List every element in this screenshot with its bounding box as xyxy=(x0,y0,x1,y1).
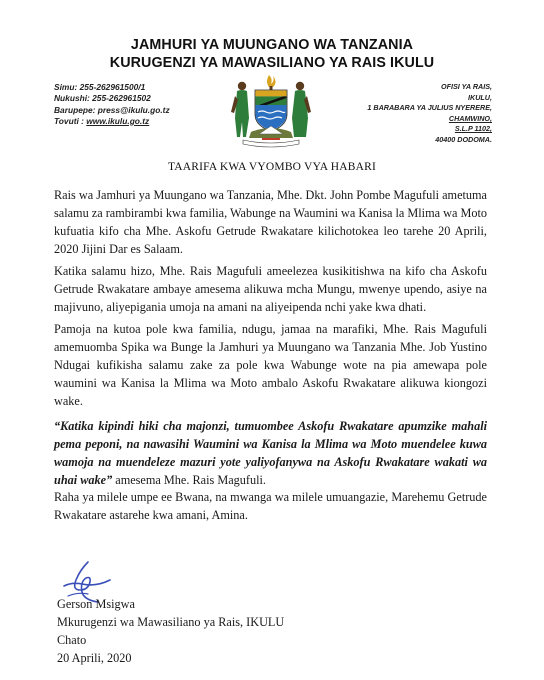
contact-web-link[interactable]: www.ikulu.go.tz xyxy=(86,115,150,126)
contact-fax: Nukushi: 255-262961502 xyxy=(54,93,151,104)
header-line-2: KURUGENZI YA MAWASILIANO YA RAIS IKULU xyxy=(109,55,435,71)
address-line-4: CHAMWINO, xyxy=(448,113,492,123)
address-block xyxy=(367,82,492,146)
paragraph-5: Raha ya milele umpe ee Bwana, na mwanga wa milele umuangazie, Marehemu Getrude Rwakatare astarehe kwa amani, Amina. xyxy=(54,490,487,522)
contact-web-prefix: Tovuti : xyxy=(54,115,87,126)
signatory-position: Mkurugenzi wa Mawasiliano ya Rais, IKULU xyxy=(57,615,285,629)
paragraph-2: Katika salamu hizo, Mhe. Rais Magufuli ameelezea kusikitishwa na kifo cha Askofu Getrude Rwakatare ambaye amesema alikuwa mcha Mungu, mwenye upendo, asiye na majivuno, aliyepigania umoja na amani na aliyeipenda nchi yake kwa dhati. xyxy=(54,264,487,314)
contact-email[interactable]: Barupepe: press@ikulu.go.tz xyxy=(54,104,170,115)
paragraph-1: Rais wa Jamhuri ya Muungano wa Tanzania, Mhe. Dkt. John Pombe Magufuli ametuma salamu za rambirambi kwa familia, Wabunge na Waumini wa Kanisa la Mlima wa Moto kufuatia kifo cha Mhe. Askofu Getrude Rwakatare kilichotokea leo tarehe 20 Aprili, 2020 Jijini Dar es Salaam. xyxy=(54,188,488,256)
address-line-5: S.L.P 1102, xyxy=(454,124,492,134)
contact-phone: Simu: 255-262961500/1 xyxy=(54,82,146,92)
address-line-3: 1 BARABARA YA JULIUS NYERERE, xyxy=(367,103,492,113)
signatory-name: Gerson Msigwa xyxy=(57,597,135,611)
contact-block xyxy=(54,82,170,127)
signing-date: 20 Aprili, 2020 xyxy=(57,651,132,665)
paragraph-3: Pamoja na kutoa pole kwa familia, ndugu, jamaa na marafiki, Mhe. Rais Magufuli amemuomba Spika wa Bunge la Jamhuri ya Muungano wa Tanzania Mhe. Job Yustino Ndugai kufikisha salamu zake za pole kwa Wabunge wote na pia amewapa pole waumini wa Kanisa la Mlima wa Moto ambalo Askofu Rwakatare alikuwa kiongozi wake. xyxy=(54,322,487,408)
press-release-title: TAARIFA KWA VYOMBO VYA HABARI xyxy=(167,161,377,173)
address-line-2: IKULU, xyxy=(468,92,492,102)
quote-attribution: amesema Mhe. Rais Magufuli. xyxy=(112,473,266,487)
address-line-6: 40400 DODOMA. xyxy=(435,134,492,144)
paragraph-4 xyxy=(54,417,487,489)
contact-web-row xyxy=(54,116,170,127)
signing-place: Chato xyxy=(57,633,87,647)
president-quote: “Katika kipindi hiki cha majonzi, tumuombee Askofu Rwakatare apumzike mahali pema peponi, na nawasihi Waumini wa Kanisa la Mlima wa Moto muendelee kuwa wamoja na muendeleze mazuri yote yaliyofanywa na Askofu Rwakatare wakati wa uhai wake” xyxy=(54,419,487,487)
tanzania-coat-of-arms-icon xyxy=(229,74,313,148)
header-line-1: JAMHURI YA MUUNGANO WA TANZANIA xyxy=(130,37,414,53)
address-line-1: OFISI YA RAIS, xyxy=(441,82,492,91)
